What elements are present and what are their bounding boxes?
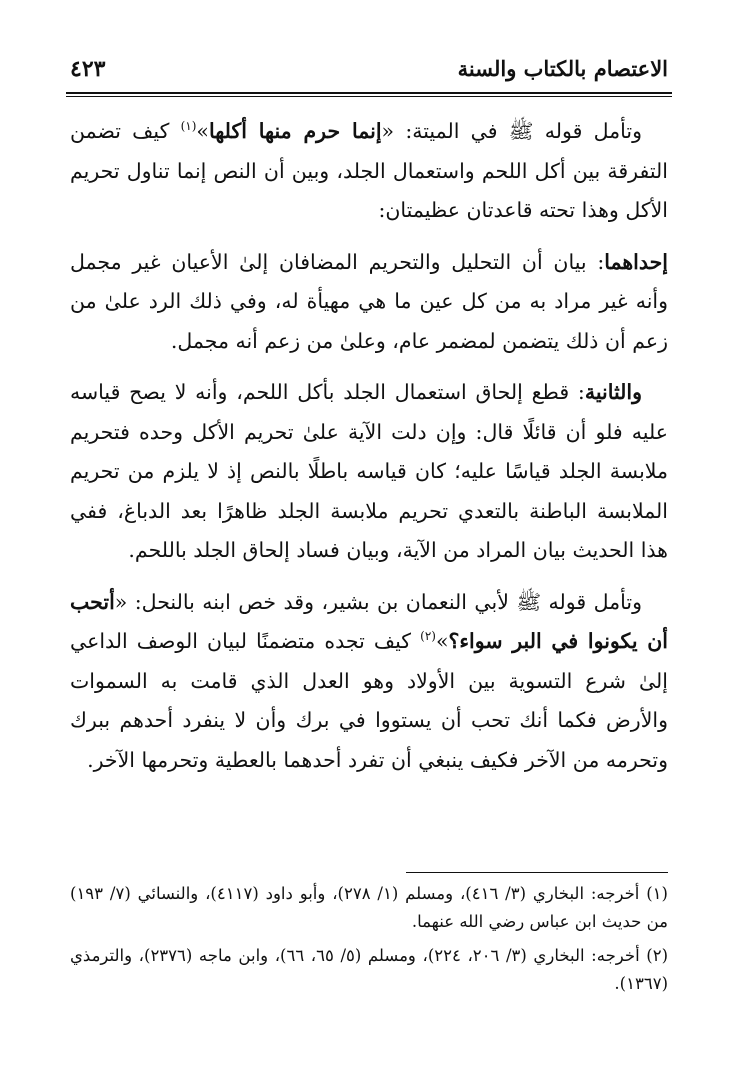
- footnote-separator: [406, 872, 668, 873]
- hadith-quote-2: أتحب أن يكونوا في البر سواء؟: [70, 589, 668, 653]
- main-text: [70, 112, 668, 792]
- running-header: [70, 50, 668, 90]
- paragraph-3-lead: والثانية: [584, 380, 642, 404]
- page-number: ٤٢٣: [70, 56, 106, 82]
- header-double-rule: [66, 92, 672, 97]
- footnotes: [70, 880, 668, 1004]
- footnote-ref-2[interactable]: (٢): [420, 629, 436, 644]
- paragraph-4: [70, 583, 668, 781]
- footnote-ref-1[interactable]: (١): [180, 119, 197, 134]
- footnote-2: (٢) أخرجه: البخاري (٣/ ٢٠٦، ٢٢٤)، ومسلم (٥/ ٦٥، ٦٦)، وابن ماجه (٢٣٧٦)، والترمذي (١٣٦٧).: [70, 946, 669, 993]
- paragraph-4-intro: وتأمل قوله ﷺ لأبي النعمان بن بشير، وقد خص ابنه بالنحل: «: [114, 589, 642, 614]
- footnote-1: (١) أخرجه: البخاري (٣/ ٤١٦)، ومسلم (١/ ٢٧٨)، وأبو داود (٤١١٧)، والنسائي (٧/ ١٩٣) من حديث ابن عباس رضي الله عنهما.: [70, 884, 668, 931]
- paragraph-2-body: : بيان أن التحليل والتحريم المضافان إلىٰ الأعيان غير مجمل وأنه غير مراد به من كل عين ما هي مهيأة له، وفي ذلك الرد علىٰ من زعم أن ذلك يتضمن لمضمر عام، وعلىٰ من زعم أنه مجمل.: [70, 249, 668, 353]
- quote-close-2: »: [435, 629, 449, 653]
- paragraph-2-lead: إحداهما: [604, 249, 668, 274]
- hadith-quote-1: إنما حرم منها أكلها: [208, 119, 382, 143]
- paragraph-3-body: : قطع إلحاق استعمال الجلد بأكل اللحم، وأنه لا يصح قياسه عليه فلو أن قائلًا قال: وإن دلت الآية علىٰ تحريم الأكل وحده فتحريم ملابسة الجلد قياسًا عليه؛ كان قياسه باطلًا بالنص إذ لا يلزم من تحريم الملابسة الباطنة بالتعدي تحريم ملابسة الجلد ظاهرًا بعد الدباغ، ففي هذا الحديث بيان المراد من الآية، وبيان فساد إلحاق الجلد باللحم.: [70, 380, 668, 562]
- book-page: [70, 0, 668, 1090]
- running-title: الاعتصام بالكتاب والسنة: [457, 56, 668, 81]
- paragraph-4-body: كيف تجده متضمنًا لبيان الوصف الداعي إلىٰ شرع التسوية بين الأولاد وهو العدل الذي قامت به السموات والأرض فكما أنك تحب أن يستووا في برك وأن لا ينفرد أحدهم ببرك وتحرمه من الآخر فكيف ينبغي أن تفرد أحدهما بالعطية وتحرمها الآخر.: [70, 629, 668, 772]
- paragraph-2: [70, 243, 668, 362]
- paragraph-3: [70, 373, 668, 571]
- paragraph-1-body: كيف تضمن التفرقة بين أكل اللحم واستعمال الجلد، وبين أن النص إنما تناول تحريم الأكل وهذا تحته قاعدتان عظيمتان:: [70, 119, 668, 222]
- paragraph-1-intro: وتأمل قوله ﷺ في الميتة: «: [381, 119, 643, 143]
- quote-close-1: »: [196, 119, 209, 143]
- paragraph-1: [70, 112, 668, 231]
